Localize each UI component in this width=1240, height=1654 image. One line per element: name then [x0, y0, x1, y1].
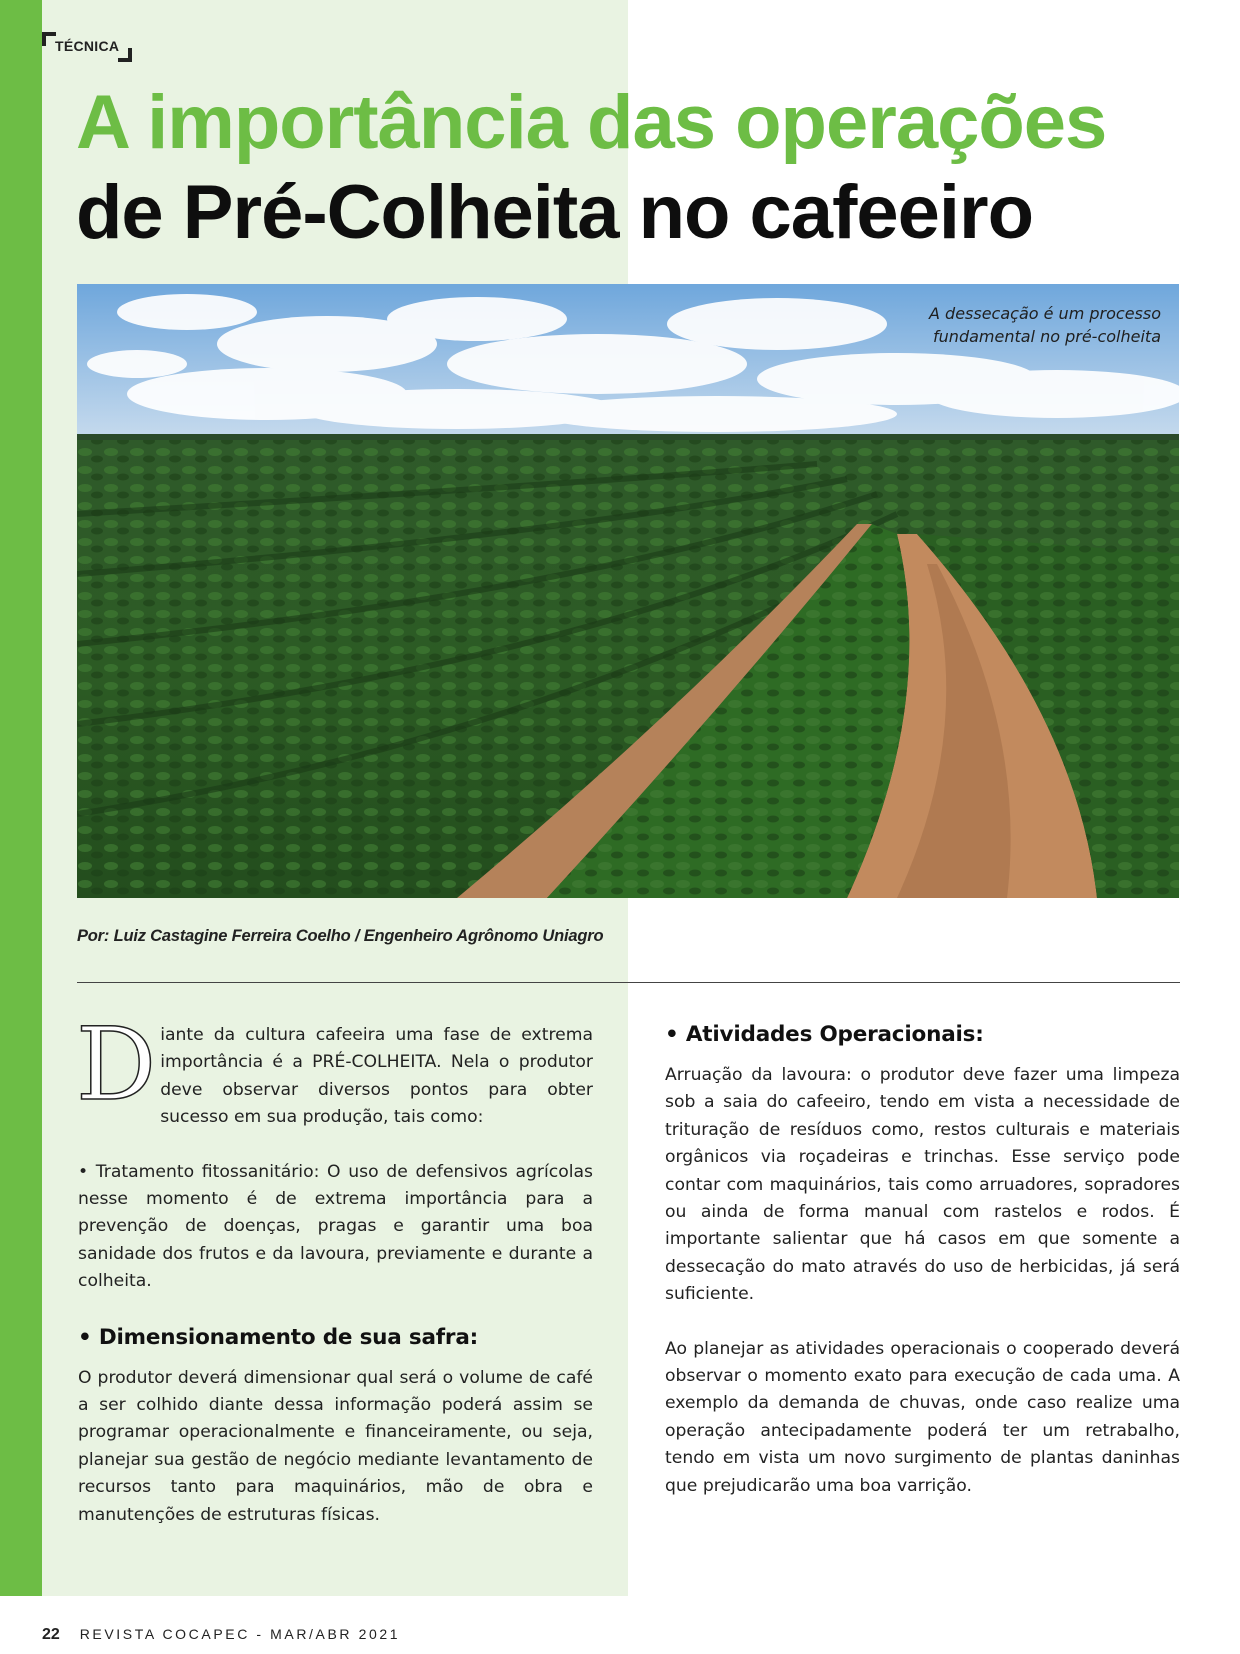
article-title-line-2: de Pré-Colheita no cafeeiro [76, 170, 1034, 255]
treatment-paragraph: • Tratamento fitossanitário: O uso de defensivos agrícolas nesse momento é de extrema importância para a prevenção de doenças, pragas e garantir uma boa sanidade dos frutos e da lavoura, previamente e durante a colheita. [78, 1161, 593, 1292]
page-number: 22 [42, 1626, 60, 1643]
article-title [76, 78, 1236, 258]
author-byline: Por: Luiz Castagine Ferreira Coelho / Engenheiro Agrônomo Uniagro [77, 927, 604, 945]
corner-bracket-bottom-right [118, 48, 132, 62]
operations-paragraph-1: Arruação da lavoura: o produtor deve fazer uma limpeza sob a saia do cafeeiro, tendo em vista a necessidade de trituração de resíduos como, restos culturais e materiais orgânicos via roçadeiras e trinchas. Esse serviço pode contar com maquinários, tais como arruadores, sopradores ou ainda de forma manual com rastelos e rodos. É importante salientar que há casos em que somente a dessecação do mato através do uso de herbicidas, já será suficiente. [665, 1065, 1180, 1305]
photo-caption-line-2: fundamental no pré-colheita [933, 327, 1161, 346]
corner-bracket-top-left [42, 32, 56, 46]
photo-caption-line-1: A dessecação é um processo [929, 304, 1161, 323]
page-footer [42, 1626, 400, 1644]
right-column [665, 1020, 1180, 1527]
coffee-field-photo [77, 284, 1179, 898]
intro-paragraph [76, 1006, 593, 1132]
section-tag-label: TÉCNICA [55, 38, 120, 54]
article-title-line-1: A importância das operações [76, 80, 1107, 165]
intro-text: iante da cultura cafeeira uma fase de extrema importância é a PRÉ-COLHEITA. Nela o produtor deve observar diversos pontos para obter sucesso em sua produção, tais como: [160, 1025, 593, 1128]
photo-caption [881, 302, 1161, 348]
left-column [76, 1006, 593, 1556]
horizontal-divider [77, 982, 1180, 983]
magazine-issue: REVISTA COCAPEC - MAR/ABR 2021 [79, 1626, 401, 1642]
operations-heading: • Atividades Operacionais: [665, 1022, 984, 1047]
coffee-field-illustration [77, 284, 1179, 898]
drop-cap: D [76, 1006, 157, 1123]
side-accent-bar [0, 0, 42, 1596]
sizing-paragraph: O produtor deverá dimensionar qual será o volume de café a ser colhido diante dessa informação poderá assim se programar operacionalmente e financeiramente, ou seja, planejar sua gestão de negócio mediante levantamento de recursos tanto para maquinários, mão de obra e manutenções de estruturas físicas. [78, 1367, 593, 1525]
section-tag [42, 32, 132, 62]
sizing-heading: • Dimensionamento de sua safra: [78, 1324, 479, 1350]
operations-paragraph-2: Ao planejar as atividades operacionais o cooperado deverá observar o momento exato para execução de cada uma. A exemplo da demanda de chuvas, onde caso realize uma operação antecipadamente poderá ter um retrabalho, tendo em vista um novo surgimento de plantas daninhas que prejudicarão uma boa varrição. [665, 1338, 1180, 1496]
